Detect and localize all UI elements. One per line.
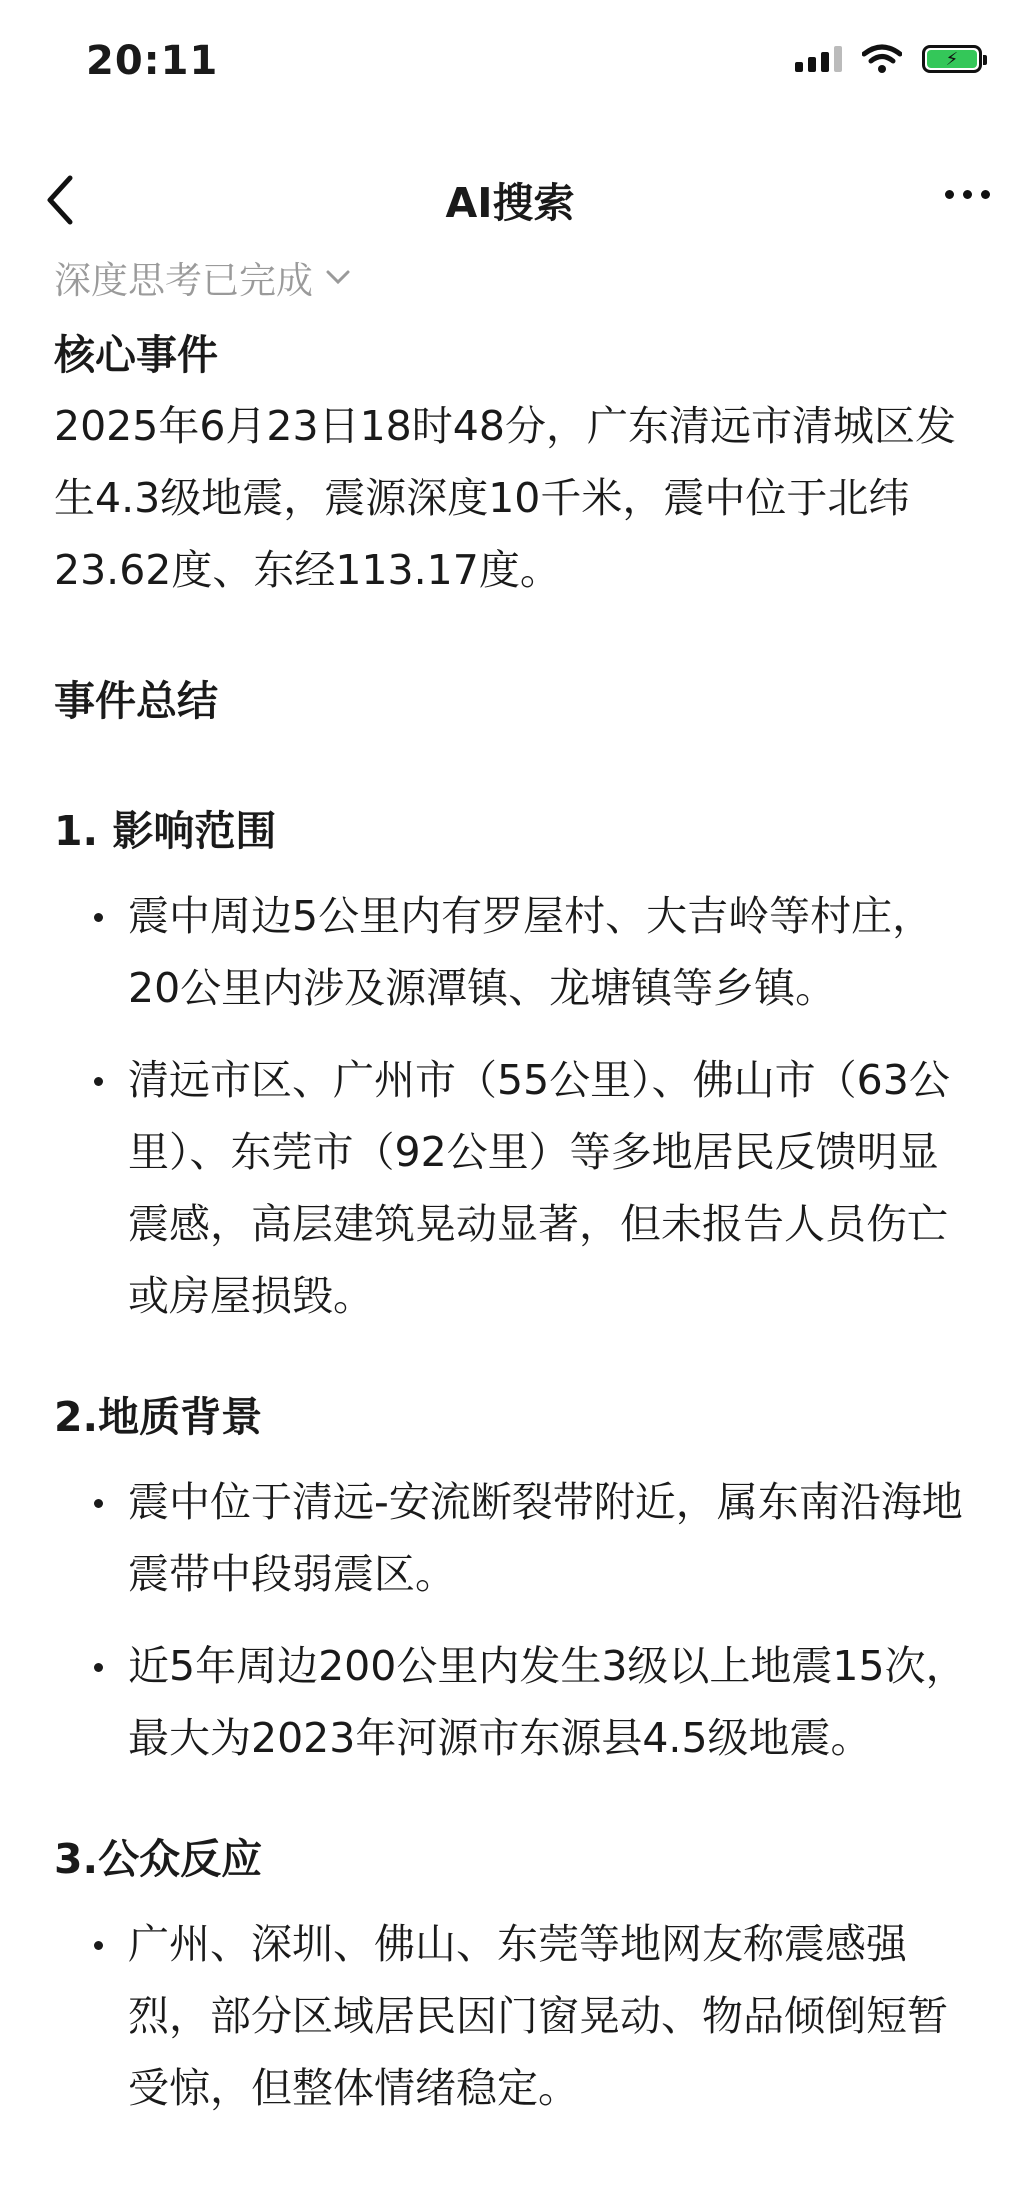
chevron-down-icon	[325, 267, 351, 287]
core-event-text: 2025年6月23日18时48分，广东清远市清城区发生4.3级地震，震源深度10千米，震中位于北纬23.62度、东经113.17度。	[54, 402, 956, 594]
page-title: AI搜索	[445, 179, 575, 227]
public-list	[54, 1908, 974, 2124]
cellular-signal-icon	[795, 46, 842, 72]
bullet-icon	[94, 1077, 103, 1086]
bullet-icon	[94, 1663, 103, 1672]
more-options-icon[interactable]	[945, 190, 990, 199]
nav-bar	[0, 150, 1020, 240]
geology-list	[54, 1466, 974, 1774]
status-icons	[795, 44, 982, 74]
section-title-geology: 2.地质背景	[54, 1393, 263, 1441]
section-title-impact: 1. 影响范围	[54, 807, 277, 855]
wifi-icon	[862, 44, 902, 74]
deep-thinking-toggle[interactable]	[54, 250, 351, 304]
section-title-public: 3.公众反应	[54, 1835, 263, 1883]
battery-charging-icon: ⚡	[927, 50, 977, 68]
deep-thinking-label: 深度思考已完成	[54, 259, 313, 302]
status-time: 20:11	[86, 38, 219, 84]
list-item: 广州、深圳、佛山、东莞等地网友称震感强烈，部分区域居民因门窗晃动、物品倾倒短暂受惊，但整体情绪稳定。	[54, 1908, 974, 2124]
bullet-icon	[94, 1941, 103, 1950]
list-item: 震中位于清远-安流断裂带附近，属东南沿海地震带中段弱震区。	[54, 1466, 974, 1610]
battery-icon	[922, 45, 982, 73]
impact-list	[54, 880, 974, 1332]
list-item: 清远市区、广州市（55公里）、佛山市（63公里）、东莞市（92公里）等多地居民反馈明显震感，高层建筑晃动显著，但未报告人员伤亡或房屋损毁。	[54, 1044, 974, 1332]
section-title-summary: 事件总结	[54, 677, 218, 725]
list-item: 近5年周边200公里内发生3级以上地震15次，最大为2023年河源市东源县4.5级地震。	[54, 1630, 974, 1774]
section-title-core: 核心事件	[54, 331, 218, 379]
answer-content	[54, 320, 974, 2144]
status-bar	[0, 0, 1020, 130]
bullet-icon	[94, 913, 103, 922]
bullet-icon	[94, 1499, 103, 1508]
list-item: 震中周边5公里内有罗屋村、大吉岭等村庄，20公里内涉及源潭镇、龙塘镇等乡镇。	[54, 880, 974, 1024]
